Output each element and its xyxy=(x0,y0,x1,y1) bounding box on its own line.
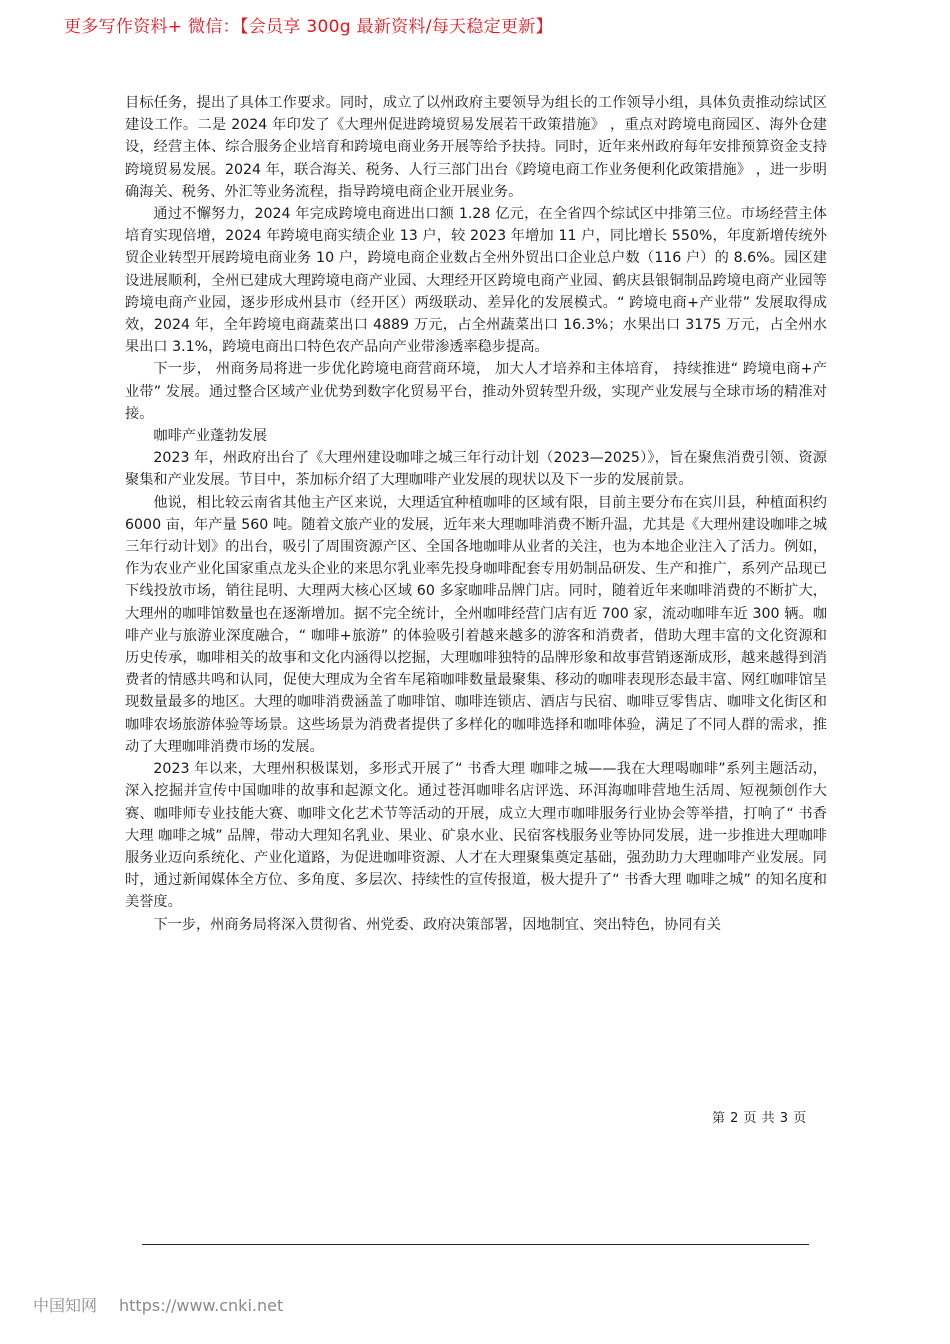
watermark-footer xyxy=(33,1293,283,1316)
footer-divider xyxy=(142,1244,809,1245)
paragraph-coffee-status: 他说，相比较云南省其他主产区来说，大理适宜种植咖啡的区域有限，目前主要分布在宾川县，种植面积约 6000 亩，年产量 560 吨。随着文旅产业的发展，近年来大理咖啡消费不断升温，尤其是《大理州建设咖啡之城三年行动计划》的出台，吸引了周围资源产区、全国各地咖啡从业者的关注，也为本地企业注入了活力。例如，作为农业产业化国家重点龙头企业的来思尔乳业率先投身咖啡配套专用奶制品研发、生产和推广，系列产品现已下线投放市场，销往昆明、大理两大核心区域 60 多家咖啡品牌门店。同时，随着近年来咖啡消费的不断扩大，大理州的咖啡馆数量也在逐渐增加。据不完全统计，全州咖啡经营门店有近 700 家，流动咖啡车近 300 辆。咖啡产业与旅游业深度融合，“ 咖啡+旅游” 的体验吸引着越来越多的游客和消费者，借助大理丰富的文化资源和历史传承，咖啡相关的故事和文化内涵得以挖掘，大理咖啡独特的品牌形象和故事营销逐渐成形，越来越得到消费者的情感共鸣和认同，促使大理成为全省车尾箱咖啡数量最聚集、移动的咖啡表现形态最丰富、网红咖啡馆呈现数量最多的地区。大理的咖啡消费涵盖了咖啡馆、咖啡连锁店、酒店与民宿、咖啡豆零售店、咖啡文化街区和咖啡农场旅游体验等场景。这些场景为消费者提供了多样化的咖啡选择和咖啡体验，满足了不同人群的需求，推动了大理咖啡消费市场的发展。 xyxy=(125,494,827,755)
site-url: https://www.cnki.net xyxy=(119,1296,284,1315)
paragraph-continued-policy: 目标任务，提出了具体工作要求。同时，成立了以州政府主要领导为组长的工作领导小组，具体负责推动综试区建设工作。二是 2024 年印发了《大理州促进跨境贸易发展若干政策措施》 ，重点对跨境电商园区、海外仓建设，经营主体、综合服务企业培育和跨境电商业务开展等给予扶持。同时，近年来州政府每年安排预算资金支持跨境贸易发展。2024 年，联合海关、税务、人行三部门出台《跨境电商工作业务便利化政策措施》 ，进一步明确海关、税务、外汇等业务流程，指导跨境电商企业开展业务。 xyxy=(125,95,827,200)
page-number: 第 2 页 共 3 页 xyxy=(712,1111,807,1126)
paragraph-coffee-activities: 2023 年以来，大理州积极谋划，多形式开展了“ 书香大理 咖啡之城——我在大理喝咖啡”系列主题活动，深入挖掘并宣传中国咖啡的故事和起源文化。通过苍洱咖啡名店评选、环洱海咖啡营地生活周、短视频创作大赛、咖啡师专业技能大赛、咖啡文化艺术节等活动的开展，成立大理市咖啡服务行业协会等举措，打响了“ 书香大理 咖啡之城” 品牌，带动大理知名乳业、果业、矿泉水业、民宿客栈服务业等协同发展，进一步推进大理咖啡服务业迈向系统化、产业化道路，为促进咖啡资源、人才在大理聚集奠定基础，强劲助力大理咖啡产业发展。同时，通过新闻媒体全方位、多角度、多层次、持续性的宣传报道，极大提升了“ 书香大理 咖啡之城” 的知名度和美誉度。 xyxy=(125,761,827,911)
paragraph-ecommerce-results: 通过不懈努力，2024 年完成跨境电商进出口额 1.28 亿元，在全省四个综试区中排第三位。市场经营主体培育实现倍增，2024 年跨境电商实绩企业 13 户，较 2023 年增加 11 户，同比增长 550%，年度新增传统外贸企业转型开展跨境电商业务 10 户，跨境电商企业数占全州外贸出口企业总户数（116 户）的 8.6%。园区建设进展顺利，全州已建成大理跨境电商产业园、大理经开区跨境电商产业园、鹤庆县银铜制品跨境电商产业园等跨境电商产业园，逐步形成州县市（经开区）两级联动、差异化的发展模式。“ 跨境电商+产业带” 发展取得成效，2024 年，全年跨境电商蔬菜出口 4889 万元，占全州蔬菜出口 16.3%；水果出口 3175 万元，占全州水果出口 3.1%，跨境电商出口特色农产品向产业带渗透率稳步提高。 xyxy=(125,206,827,356)
document-body xyxy=(125,92,827,936)
paragraph-coffee-next-step: 下一步，州商务局将深入贯彻省、州党委、政府决策部署，因地制宜、突出特色，协同有关 xyxy=(153,916,721,933)
section-heading-coffee: 咖啡产业蓬勃发展 xyxy=(153,428,267,445)
site-name: 中国知网 xyxy=(33,1296,98,1315)
paragraph-coffee-plan: 2023 年，州政府出台了《大理州建设咖啡之城三年行动计划（2023—2025）》，旨在聚焦消费引领、资源聚集和产业发展。节目中，茶加标介绍了大理咖啡产业发展的现状以及下一步的发展前景。 xyxy=(125,450,827,489)
paragraph-ecommerce-next-step: 下一步， 州商务局将进一步优化跨境电商营商环境， 加大人才培养和主体培育， 持续推进“ 跨境电商+产业带” 发展。通过整合区域产业优势到数字化贸易平台，推动外贸转型升级，实现产业发展与全球市场的精准对接。 xyxy=(125,361,827,422)
promo-banner: 更多写作资料+ 微信：【会员享 300g 最新资料/每天稳定更新】 xyxy=(64,17,553,37)
